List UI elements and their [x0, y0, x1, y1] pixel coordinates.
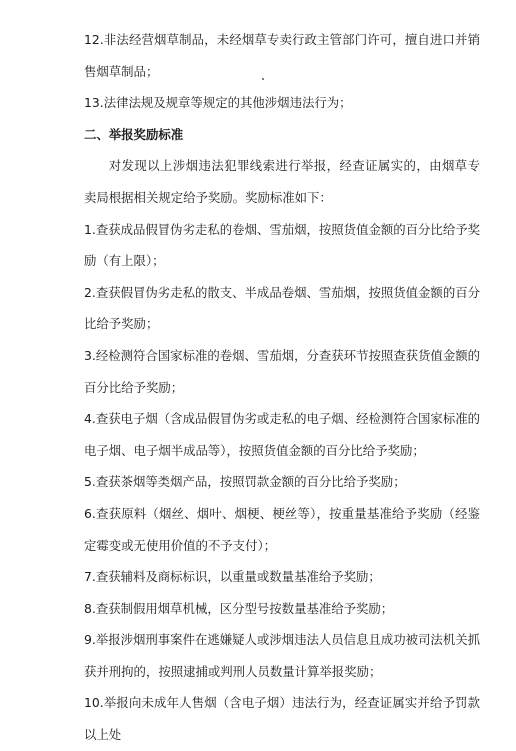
- scan-speck: [262, 78, 264, 80]
- paragraph-reward-5: 5.查获茶烟等类烟产品，按照罚款金额的百分比给予奖励；: [84, 474, 406, 490]
- paragraph-item-12: 12.非法经营烟草制品，未经烟草专卖行政主管部门许可，擅自进口并销售烟草制品；: [84, 32, 480, 79]
- paragraph-reward-6: 6.查获原料（烟丝、烟叶、烟梗、梗丝等），按重量基准给予奖励（经鉴定霉变或无使用价值的不予支付）；: [84, 505, 480, 553]
- paragraph-item-13: 13.法律法规及规章等规定的其他涉烟违法行为；: [84, 95, 352, 111]
- paragraph-reward-8: 8.查获制假用烟草机械，区分型号按数量基准给予奖励；: [84, 600, 394, 616]
- paragraph-reward-2: 2.查获假冒伪劣走私的散支、半成品卷烟、雪茄烟，按照货值金额的百分比给予奖励；: [84, 284, 480, 332]
- paragraph-reward-3: 3.经检测符合国家标准的卷烟、雪茄烟，分查获环节按照查获货值金额的百分比给予奖励；: [84, 347, 480, 395]
- paragraph-reward-1: 1.查获成品假冒伪劣走私的卷烟、雪茄烟，按照货值金额的百分比给予奖励（有上限）；: [84, 221, 480, 269]
- paragraph-reward-9: 9.举报涉烟刑事案件在逃嫌疑人或涉烟违法人员信息且成功被司法机关抓获并刑拘的，按照逮捕或判刑人员数量计算举报奖励；: [84, 632, 480, 679]
- paragraph-reward-7: 7.查获辅料及商标标识，以重量或数量基准给予奖励；: [84, 569, 381, 585]
- section-heading: 二、举报奖励标准: [84, 126, 184, 142]
- paragraph-intro: 对发现以上涉烟违法犯罪线索进行举报，经查证属实的，由烟草专卖局根据相关规定给予奖励。奖励标准如下：: [84, 158, 480, 205]
- paragraph-reward-10: 10.举报向未成年人售烟（含电子烟）违法行为，经查证属实并给予罚款以上处: [84, 695, 480, 743]
- paragraph-reward-4: 4.查获电子烟（含成品假冒伪劣或走私的电子烟、经检测符合国家标准的电子烟、电子烟半成品等），按照货值金额的百分比给予奖励；: [84, 411, 480, 458]
